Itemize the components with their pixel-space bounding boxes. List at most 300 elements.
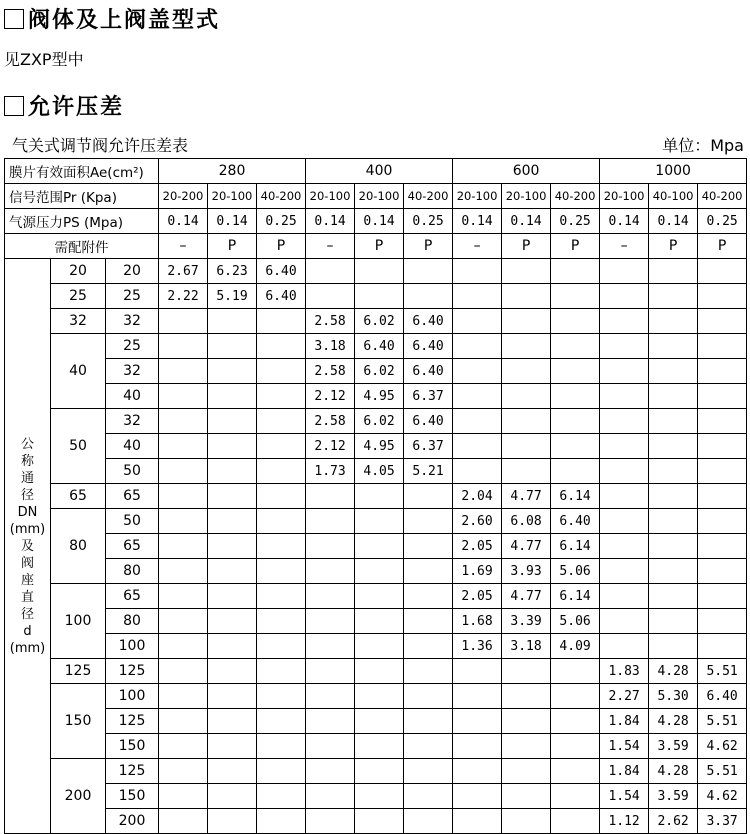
pressure-diff-cell [208,659,257,684]
pressure-diff-cell: 1.54 [600,784,649,809]
pressure-diff-cell [453,709,502,734]
pressure-diff-cell [257,559,306,584]
pressure-diff-cell [649,434,698,459]
accessory-value: P [257,234,306,259]
section-title-valve-body [4,3,220,34]
pressure-diff-cell: 6.40 [257,259,306,284]
pressure-diff-cell [551,334,600,359]
pressure-diff-cell [551,384,600,409]
range-value: 20-100 [208,184,257,209]
pressure-diff-cell: 1.12 [600,809,649,834]
pressure-diff-cell [502,759,551,784]
pressure-diff-cell: 5.06 [551,559,600,584]
pressure-diff-cell [306,659,355,684]
pressure-diff-cell: 6.40 [355,334,404,359]
seat-diameter-value: 25 [106,334,159,359]
pressure-diff-cell [257,534,306,559]
pressure-diff-cell [453,809,502,834]
header-row-accessory [5,234,747,259]
pressure-table [4,158,747,834]
table-row [5,634,747,659]
pressure-diff-cell: 4.95 [355,434,404,459]
pressure-diff-cell: 6.02 [355,409,404,434]
vertical-label-char: 公 [20,436,34,452]
pressure-diff-cell [502,659,551,684]
pressure-diff-cell [257,584,306,609]
pressure-diff-cell [698,409,747,434]
pressure-diff-cell [453,334,502,359]
pressure-diff-cell [600,384,649,409]
pressure-diff-cell [698,259,747,284]
pressure-diff-cell [600,634,649,659]
pressure-diff-cell [257,634,306,659]
pressure-value: 0.25 [698,209,747,234]
pressure-diff-cell [257,359,306,384]
pressure-diff-cell [355,809,404,834]
pressure-diff-cell: 2.22 [159,284,208,309]
pressure-diff-cell [502,384,551,409]
pressure-diff-cell [257,784,306,809]
pressure-diff-cell [698,634,747,659]
pressure-diff-cell [649,609,698,634]
pressure-diff-cell: 6.02 [355,359,404,384]
pressure-diff-cell [404,684,453,709]
pressure-diff-cell [208,759,257,784]
table-row [5,509,747,534]
pressure-diff-cell: 2.60 [453,509,502,534]
pressure-diff-cell [208,559,257,584]
table-unit: 单位：Mpa [662,136,744,155]
pressure-diff-cell [208,709,257,734]
dn-value: 125 [51,659,106,684]
pressure-diff-cell: 3.37 [698,809,747,834]
vertical-label-char: 阀 [20,555,34,571]
pressure-diff-cell: 2.12 [306,384,355,409]
pressure-diff-cell: 6.08 [502,509,551,534]
pressure-diff-cell: 5.51 [698,759,747,784]
vertical-label-char: (mm) [9,640,46,656]
pressure-diff-cell: 5.51 [698,659,747,684]
vertical-label-char: DN [17,504,38,520]
pressure-diff-cell: 4.62 [698,784,747,809]
pressure-diff-cell [404,584,453,609]
pressure-diff-cell [698,484,747,509]
pressure-diff-cell [502,334,551,359]
pressure-diff-cell [159,634,208,659]
seat-diameter-value: 65 [106,484,159,509]
pressure-diff-cell [453,284,502,309]
pressure-diff-cell [551,434,600,459]
pressure-diff-cell [355,759,404,784]
pressure-diff-cell [698,334,747,359]
pressure-diff-cell [159,809,208,834]
seat-diameter-value: 50 [106,459,159,484]
table-row [5,384,747,409]
pressure-diff-cell: 6.14 [551,584,600,609]
pressure-diff-cell: 6.40 [404,359,453,384]
seat-diameter-value: 25 [106,284,159,309]
pressure-diff-cell: 2.27 [600,684,649,709]
dn-value: 40 [51,334,106,409]
vertical-label-char: 称 [20,453,34,469]
table-row [5,484,747,509]
pressure-diff-cell [159,709,208,734]
area-value: 280 [159,159,306,184]
pressure-diff-cell [502,359,551,384]
vertical-label-char: (mm) [9,521,46,537]
pressure-diff-cell [404,559,453,584]
pressure-diff-cell [208,784,257,809]
table-row [5,684,747,709]
accessory-value: P [698,234,747,259]
pressure-diff-cell [355,634,404,659]
seat-diameter-value: 65 [106,584,159,609]
pressure-diff-cell [257,709,306,734]
table-row [5,334,747,359]
pressure-diff-cell [698,609,747,634]
range-value: 20-200 [159,184,208,209]
pressure-diff-cell: 2.05 [453,534,502,559]
dn-value: 50 [51,409,106,484]
pressure-diff-cell [698,559,747,584]
pressure-diff-cell [208,409,257,434]
pressure-diff-cell [698,534,747,559]
pressure-diff-cell [551,709,600,734]
dn-value: 200 [51,759,106,834]
pressure-diff-cell [159,309,208,334]
pressure-diff-cell [404,709,453,734]
pressure-diff-cell: 4.95 [355,384,404,409]
pressure-diff-cell [355,784,404,809]
pressure-diff-cell [551,284,600,309]
pressure-diff-cell [208,609,257,634]
pressure-diff-cell [355,734,404,759]
range-value: 40-200 [257,184,306,209]
pressure-diff-cell: 1.84 [600,759,649,784]
pressure-diff-cell: 2.58 [306,359,355,384]
pressure-diff-cell [257,809,306,834]
pressure-diff-cell [208,509,257,534]
pressure-diff-cell [306,584,355,609]
dn-value: 80 [51,509,106,584]
seat-diameter-value: 32 [106,409,159,434]
pressure-diff-cell: 5.19 [208,284,257,309]
pressure-diff-cell [306,509,355,534]
pressure-diff-cell: 6.40 [404,309,453,334]
pressure-diff-cell [355,559,404,584]
pressure-diff-cell [600,334,649,359]
dn-value: 32 [51,309,106,334]
pressure-diff-cell: 6.40 [404,409,453,434]
pressure-diff-cell [551,409,600,434]
pressure-diff-cell [698,434,747,459]
pressure-diff-cell [159,509,208,534]
table-row [5,609,747,634]
seat-diameter-value: 100 [106,634,159,659]
pressure-diff-cell: 1.69 [453,559,502,584]
pressure-diff-cell [551,684,600,709]
area-value: 1000 [600,159,747,184]
pressure-diff-cell [404,509,453,534]
pressure-value: 0.14 [453,209,502,234]
pressure-diff-cell [649,534,698,559]
pressure-diff-cell [159,784,208,809]
pressure-value: 0.25 [404,209,453,234]
pressure-diff-cell [159,384,208,409]
area-value: 400 [306,159,453,184]
range-value: 20-100 [502,184,551,209]
pressure-diff-cell: 2.12 [306,434,355,459]
pressure-diff-cell [257,734,306,759]
pressure-diff-cell [355,259,404,284]
pressure-diff-cell: 2.58 [306,409,355,434]
pressure-diff-cell [306,609,355,634]
pressure-diff-cell [453,784,502,809]
pressure-diff-cell [257,384,306,409]
pressure-diff-cell [159,659,208,684]
table-row [5,709,747,734]
vertical-label-char: 及 [20,538,34,554]
section-title-text: 允许压差 [28,95,125,120]
pressure-diff-cell: 4.77 [502,484,551,509]
pressure-diff-cell: 1.83 [600,659,649,684]
pressure-diff-cell [649,409,698,434]
pressure-diff-cell [453,259,502,284]
table-row [5,809,747,834]
pressure-diff-cell [404,634,453,659]
header-row-pressure [5,209,747,234]
pressure-diff-cell [306,709,355,734]
pressure-diff-cell [306,559,355,584]
seat-diameter-value: 20 [106,259,159,284]
pressure-diff-cell [551,759,600,784]
pressure-diff-cell: 6.37 [404,434,453,459]
pressure-diff-cell [551,259,600,284]
seat-diameter-value: 32 [106,309,159,334]
pressure-diff-cell [355,684,404,709]
pressure-diff-cell: 5.21 [404,459,453,484]
pressure-diff-cell [551,809,600,834]
pressure-diff-cell [306,784,355,809]
pressure-diff-cell [257,434,306,459]
pressure-diff-cell [159,584,208,609]
pressure-diff-cell: 5.06 [551,609,600,634]
pressure-diff-cell [404,284,453,309]
pressure-diff-cell [306,734,355,759]
pressure-diff-cell [257,759,306,784]
pressure-diff-cell: 6.40 [404,334,453,359]
pressure-diff-cell: 2.05 [453,584,502,609]
pressure-diff-cell [208,634,257,659]
dn-value: 100 [51,584,106,659]
pressure-diff-cell [257,484,306,509]
pressure-diff-cell [159,409,208,434]
pressure-diff-cell [208,434,257,459]
seat-diameter-value: 65 [106,534,159,559]
pressure-diff-cell [600,484,649,509]
pressure-diff-cell [698,509,747,534]
pressure-diff-cell [208,809,257,834]
section-text: 见ZXP型中 [4,50,84,69]
pressure-diff-cell [355,659,404,684]
pressure-diff-cell [159,484,208,509]
pressure-diff-cell: 2.62 [649,809,698,834]
pressure-diff-cell [453,434,502,459]
pressure-diff-cell [306,809,355,834]
pressure-diff-cell [208,684,257,709]
pressure-diff-cell [159,609,208,634]
pressure-diff-cell [502,309,551,334]
pressure-diff-cell: 4.05 [355,459,404,484]
pressure-diff-cell [404,609,453,634]
pressure-diff-cell: 2.04 [453,484,502,509]
pressure-diff-cell [649,584,698,609]
pressure-diff-cell: 6.23 [208,259,257,284]
pressure-diff-cell [355,534,404,559]
pressure-diff-cell [404,259,453,284]
vertical-label-char: 径 [20,487,34,503]
seat-diameter-value: 50 [106,509,159,534]
pressure-diff-cell [502,459,551,484]
area-label: 膜片有效面积Ae(cm²) [5,159,159,184]
pressure-diff-cell [600,559,649,584]
pressure-diff-cell [551,734,600,759]
pressure-diff-cell [257,659,306,684]
checkbox-square-icon [4,9,24,29]
table-row [5,459,747,484]
seat-diameter-value: 40 [106,434,159,459]
pressure-diff-cell [453,384,502,409]
accessory-value: P [208,234,257,259]
accessory-value: P [355,234,404,259]
vertical-label-char: 直 [20,589,34,605]
pressure-diff-cell [306,259,355,284]
seat-diameter-value: 125 [106,709,159,734]
pressure-diff-cell [257,309,306,334]
pressure-diff-cell [502,259,551,284]
pressure-diff-cell [600,309,649,334]
accessory-value: – [306,234,355,259]
table-row [5,284,747,309]
pressure-diff-cell [306,634,355,659]
vertical-label-char: 座 [20,572,34,588]
pressure-diff-cell [502,809,551,834]
pressure-diff-cell [453,659,502,684]
pressure-diff-cell: 3.93 [502,559,551,584]
pressure-diff-cell [453,309,502,334]
accessory-value: – [159,234,208,259]
pressure-diff-cell [453,684,502,709]
pressure-diff-cell: 6.14 [551,534,600,559]
pressure-diff-cell: 4.09 [551,634,600,659]
pressure-diff-cell [208,734,257,759]
table-row [5,359,747,384]
seat-diameter-value: 125 [106,659,159,684]
dn-value: 150 [51,684,106,759]
pressure-diff-cell [502,684,551,709]
pressure-value: 0.14 [355,209,404,234]
pressure-diff-cell [208,359,257,384]
range-value: 40-200 [404,184,453,209]
pressure-diff-cell [649,309,698,334]
pressure-diff-cell [306,534,355,559]
vertical-label-char: 通 [20,470,34,486]
pressure-diff-cell [404,484,453,509]
range-value: 40-200 [698,184,747,209]
pressure-diff-cell: 1.36 [453,634,502,659]
seat-diameter-value: 200 [106,809,159,834]
pressure-value: 0.14 [502,209,551,234]
pressure-diff-cell [600,434,649,459]
table-row [5,734,747,759]
pressure-diff-cell [453,734,502,759]
pressure-diff-cell [453,759,502,784]
section-title-pressure [4,90,124,121]
pressure-diff-cell [208,384,257,409]
pressure-diff-cell [257,684,306,709]
pressure-diff-cell [698,459,747,484]
pressure-diff-cell [502,409,551,434]
pressure-diff-cell: 4.62 [698,734,747,759]
pressure-diff-cell [159,559,208,584]
range-value: 20-100 [355,184,404,209]
pressure-diff-cell [649,509,698,534]
pressure-diff-cell: 1.68 [453,609,502,634]
pressure-diff-cell: 3.39 [502,609,551,634]
section-title-text: 阀体及上阀盖型式 [28,8,221,33]
table-row [5,309,747,334]
pressure-diff-cell [208,459,257,484]
seat-diameter-value: 125 [106,759,159,784]
pressure-diff-cell: 2.67 [159,259,208,284]
pressure-diff-cell: 3.18 [502,634,551,659]
pressure-diff-cell [551,359,600,384]
pressure-diff-cell: 5.51 [698,709,747,734]
pressure-diff-cell [649,334,698,359]
nominal-diameter-vertical-label [5,259,51,834]
pressure-diff-cell [404,759,453,784]
pressure-label: 气源压力PS (Mpa) [5,209,159,234]
seat-diameter-value: 150 [106,734,159,759]
seat-diameter-value: 32 [106,359,159,384]
pressure-diff-cell [404,734,453,759]
seat-diameter-value: 80 [106,559,159,584]
pressure-diff-cell [159,359,208,384]
pressure-diff-cell [208,309,257,334]
pressure-diff-cell [600,359,649,384]
table-row [5,759,747,784]
pressure-diff-cell [159,684,208,709]
seat-diameter-value: 100 [106,684,159,709]
pressure-value: 0.14 [306,209,355,234]
pressure-diff-cell [453,359,502,384]
range-label: 信号范围Pr (Kpa) [5,184,159,209]
seat-diameter-value: 40 [106,384,159,409]
pressure-diff-cell [208,534,257,559]
pressure-diff-cell [159,759,208,784]
pressure-diff-cell [649,459,698,484]
pressure-diff-cell [502,284,551,309]
pressure-diff-cell [502,734,551,759]
pressure-diff-cell [208,584,257,609]
vertical-label-char: 径 [20,606,34,622]
pressure-diff-cell [698,309,747,334]
pressure-diff-cell [551,459,600,484]
pressure-diff-cell [649,284,698,309]
pressure-diff-cell [257,334,306,359]
pressure-diff-cell [306,284,355,309]
pressure-diff-cell [649,634,698,659]
